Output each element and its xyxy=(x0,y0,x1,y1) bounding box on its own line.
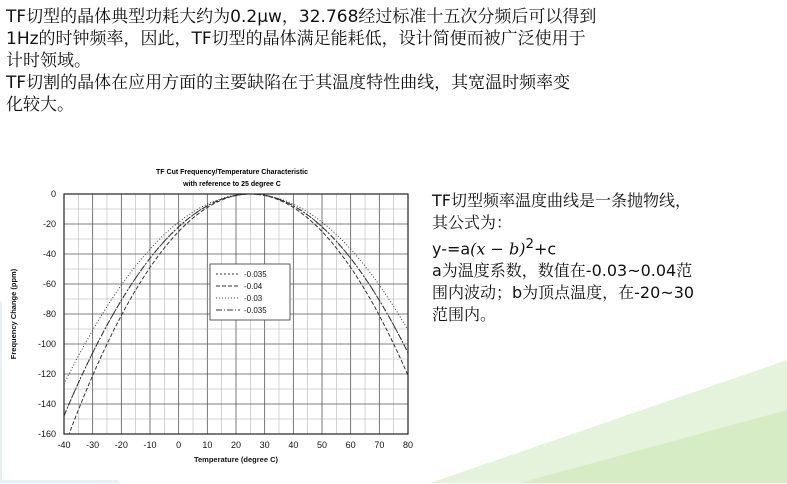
formula-body: (x − b) xyxy=(470,239,526,259)
x-tick-label: 30 xyxy=(259,440,270,450)
legend-label: -0.035 xyxy=(244,306,267,315)
intro-line: 计时领域。 xyxy=(6,51,91,71)
formula-exponent: 2 xyxy=(525,237,534,252)
formula-line xyxy=(432,234,782,260)
y-tick-label: -100 xyxy=(37,339,56,349)
y-tick-label: -140 xyxy=(37,399,56,409)
chart-subtitle: with reference to 25 degree C xyxy=(183,181,281,188)
x-tick-label: 50 xyxy=(316,440,328,450)
y-axis-title: Frequency Change (ppm) xyxy=(9,268,18,360)
x-tick-label: -20 xyxy=(114,440,128,450)
y-tick-label: -60 xyxy=(42,279,56,289)
y-tick-label: -40 xyxy=(42,249,56,259)
x-tick-label: 60 xyxy=(345,440,356,450)
x-tick-label: -40 xyxy=(57,440,71,450)
legend-label: -0.03 xyxy=(244,294,263,303)
intro-line: TF切型的晶体典型功耗大约为0.2μw，32.768经过标准十五次分频后可以得到 xyxy=(6,7,597,27)
y-tick-label: -20 xyxy=(42,219,56,229)
intro-paragraph xyxy=(6,6,776,116)
side-line: 范围内。 xyxy=(432,305,497,325)
side-line: 其公式为： xyxy=(432,213,513,232)
legend-label: -0.035 xyxy=(244,270,267,279)
x-tick-label: -30 xyxy=(86,440,100,450)
side-line: a为温度系数，数值在-0.03~0.04范 xyxy=(432,261,693,281)
x-tick-label: -10 xyxy=(143,440,157,450)
chart-panel xyxy=(2,160,426,480)
y-tick-label: -80 xyxy=(42,309,56,319)
intro-line: TF切割的晶体在应用方面的主要缺陷在于其温度特性曲线，其宽温时频率变 xyxy=(6,73,571,93)
legend-label: -0.04 xyxy=(244,282,263,291)
x-tick-label: 70 xyxy=(374,440,385,450)
x-axis-title: Temperature (degree C) xyxy=(193,455,279,464)
y-tick-labels xyxy=(38,189,56,439)
formula-description xyxy=(432,190,782,326)
intro-line: 1Hz的时钟频率，因此，TF切型的晶体满足能耗低，设计简便而被广泛使用于 xyxy=(6,29,586,49)
x-tick-label: 80 xyxy=(402,440,414,450)
y-tick-label: -120 xyxy=(37,369,56,379)
x-tick-labels xyxy=(57,440,413,450)
intro-line: 化较大。 xyxy=(6,95,74,115)
chart-title: TF Cut Frequency/Temperature Characteristic xyxy=(156,169,308,176)
y-tick-label: -160 xyxy=(37,429,56,439)
chart-legend xyxy=(210,264,290,320)
y-tick-label: 0 xyxy=(50,189,56,199)
x-tick-label: 40 xyxy=(288,440,299,450)
frequency-temperature-chart xyxy=(2,160,426,480)
side-line: 围内波动；b为顶点温度，在-20~30 xyxy=(432,283,695,303)
x-tick-label: 10 xyxy=(202,440,213,450)
formula-prefix: y-=a xyxy=(432,239,471,259)
side-line: TF切型频率温度曲线是一条抛物线， xyxy=(432,191,691,210)
x-tick-label: 20 xyxy=(230,440,242,450)
x-tick-label: 0 xyxy=(176,440,182,450)
formula-suffix: +c xyxy=(533,239,557,259)
